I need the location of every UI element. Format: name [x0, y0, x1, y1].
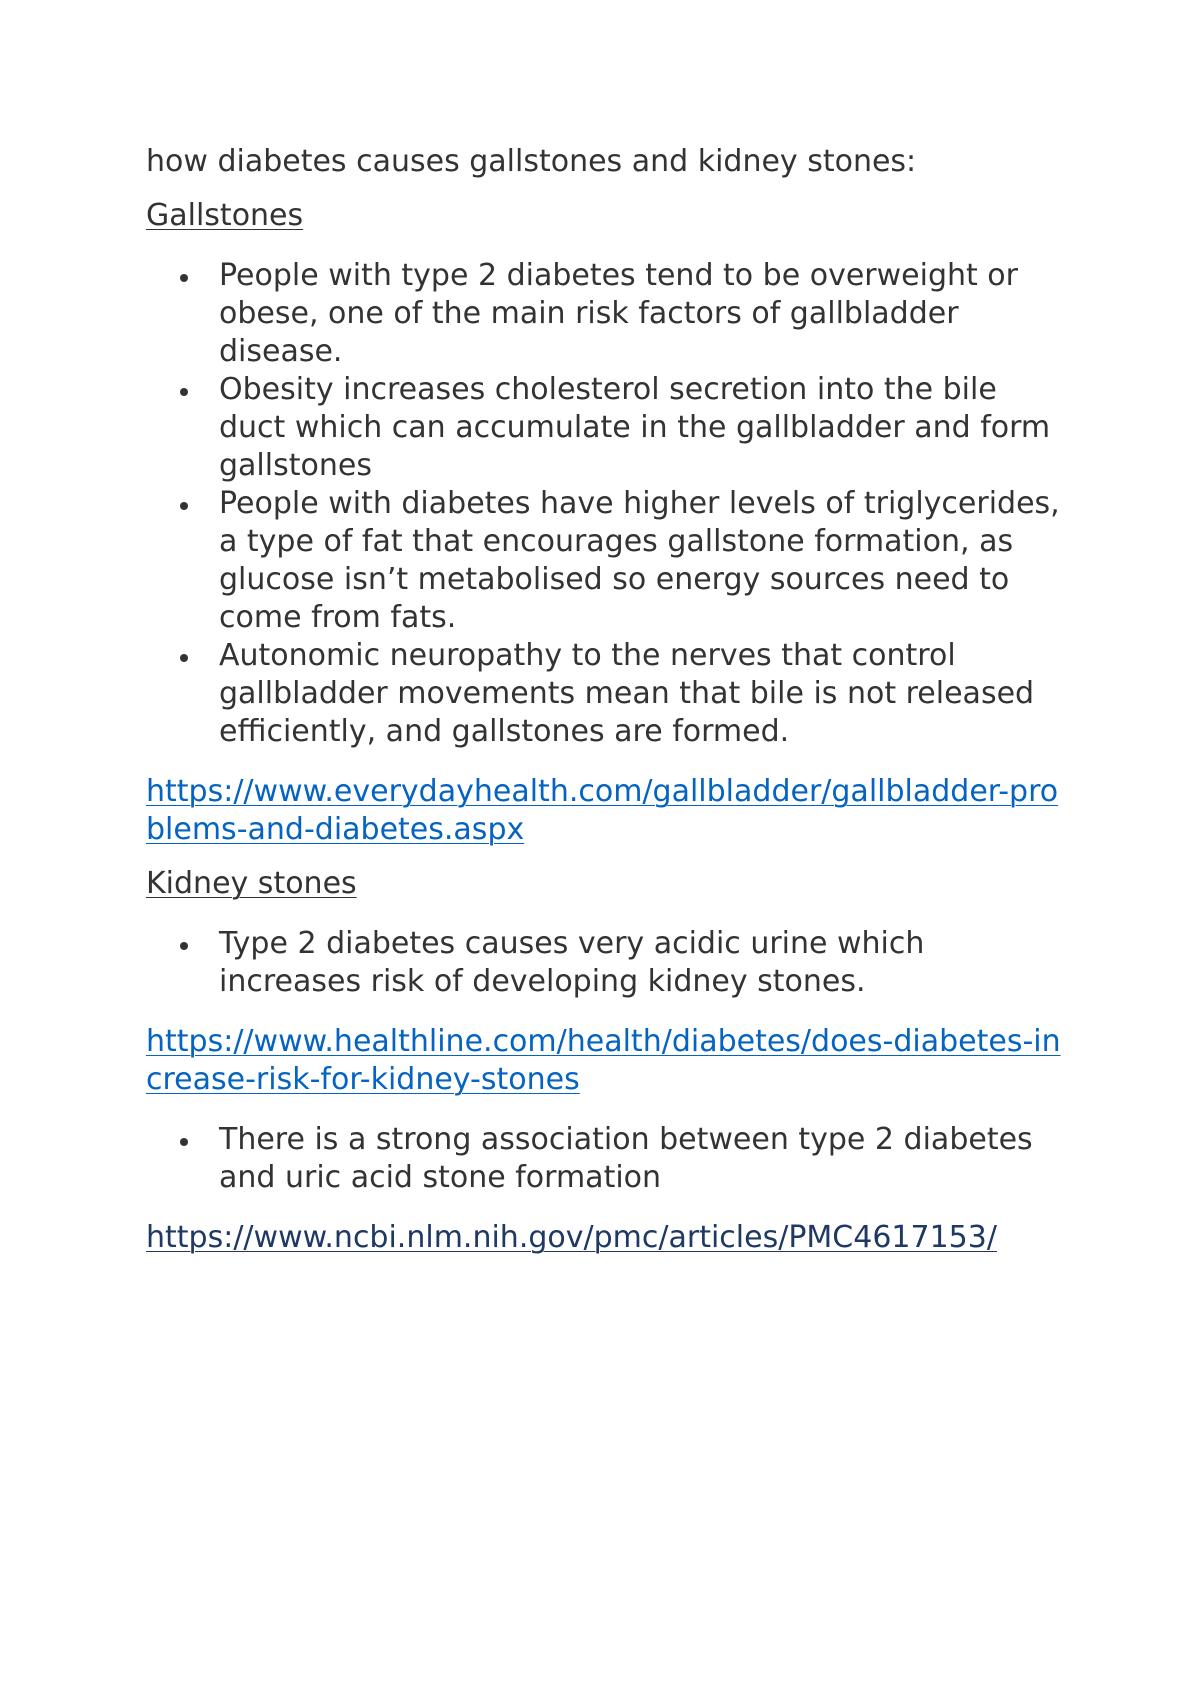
- bullet-dot-icon: [180, 388, 188, 396]
- list-item: [146, 485, 1066, 637]
- gallstones-heading: Gallstones: [146, 198, 304, 233]
- document-body: [146, 143, 1066, 1273]
- list-item-text: People with type 2 diabetes tend to be overweight or obese, one of the main risk factors of gallbladder disease.: [219, 258, 1018, 369]
- kidney-stones-heading: Kidney stones: [146, 866, 357, 901]
- list-item-text: Type 2 diabetes causes very acidic urine which increases risk of developing kidney stones.: [219, 926, 925, 999]
- list-item-text: There is a strong association between type 2 diabetes and uric acid stone formation: [219, 1122, 1033, 1195]
- kidney-bullet-list-1: [146, 925, 1066, 1001]
- list-item: [146, 925, 1066, 1001]
- bullet-dot-icon: [180, 274, 188, 282]
- list-item-text: People with diabetes have higher levels of triglycerides, a type of fat that encourages gallstone formation, as glucose isn’t metabolised so energy sources need to come from fats.: [219, 486, 1060, 635]
- intro-text: how diabetes causes gallstones and kidney stones:: [146, 144, 917, 179]
- list-item: [146, 371, 1066, 485]
- ncbi-source-link[interactable]: https://www.ncbi.nlm.nih.gov/pmc/articles/PMC4617153/: [146, 1220, 997, 1255]
- gallstones-bullet-list: [146, 257, 1066, 751]
- kidney-bullet-list-2: [146, 1121, 1066, 1197]
- list-item-text: Obesity increases cholesterol secretion into the bile duct which can accumulate in the gallbladder and form gallstones: [219, 372, 1051, 483]
- list-item: [146, 257, 1066, 371]
- bullet-dot-icon: [180, 942, 188, 950]
- list-item: [146, 637, 1066, 751]
- everydayhealth-source-link[interactable]: https://www.everydayhealth.com/gallbladder/gallbladder-problems-and-diabetes.aspx: [146, 774, 1059, 847]
- list-item-text: Autonomic neuropathy to the nerves that control gallbladder movements mean that bile is not released efficiently, and gallstones are formed.: [219, 638, 1035, 749]
- healthline-source-link[interactable]: https://www.healthline.com/health/diabetes/does-diabetes-increase-risk-for-kidney-stones: [146, 1024, 1061, 1097]
- bullet-dot-icon: [180, 654, 188, 662]
- list-item: [146, 1121, 1066, 1197]
- bullet-dot-icon: [180, 1138, 188, 1146]
- bullet-dot-icon: [180, 502, 188, 510]
